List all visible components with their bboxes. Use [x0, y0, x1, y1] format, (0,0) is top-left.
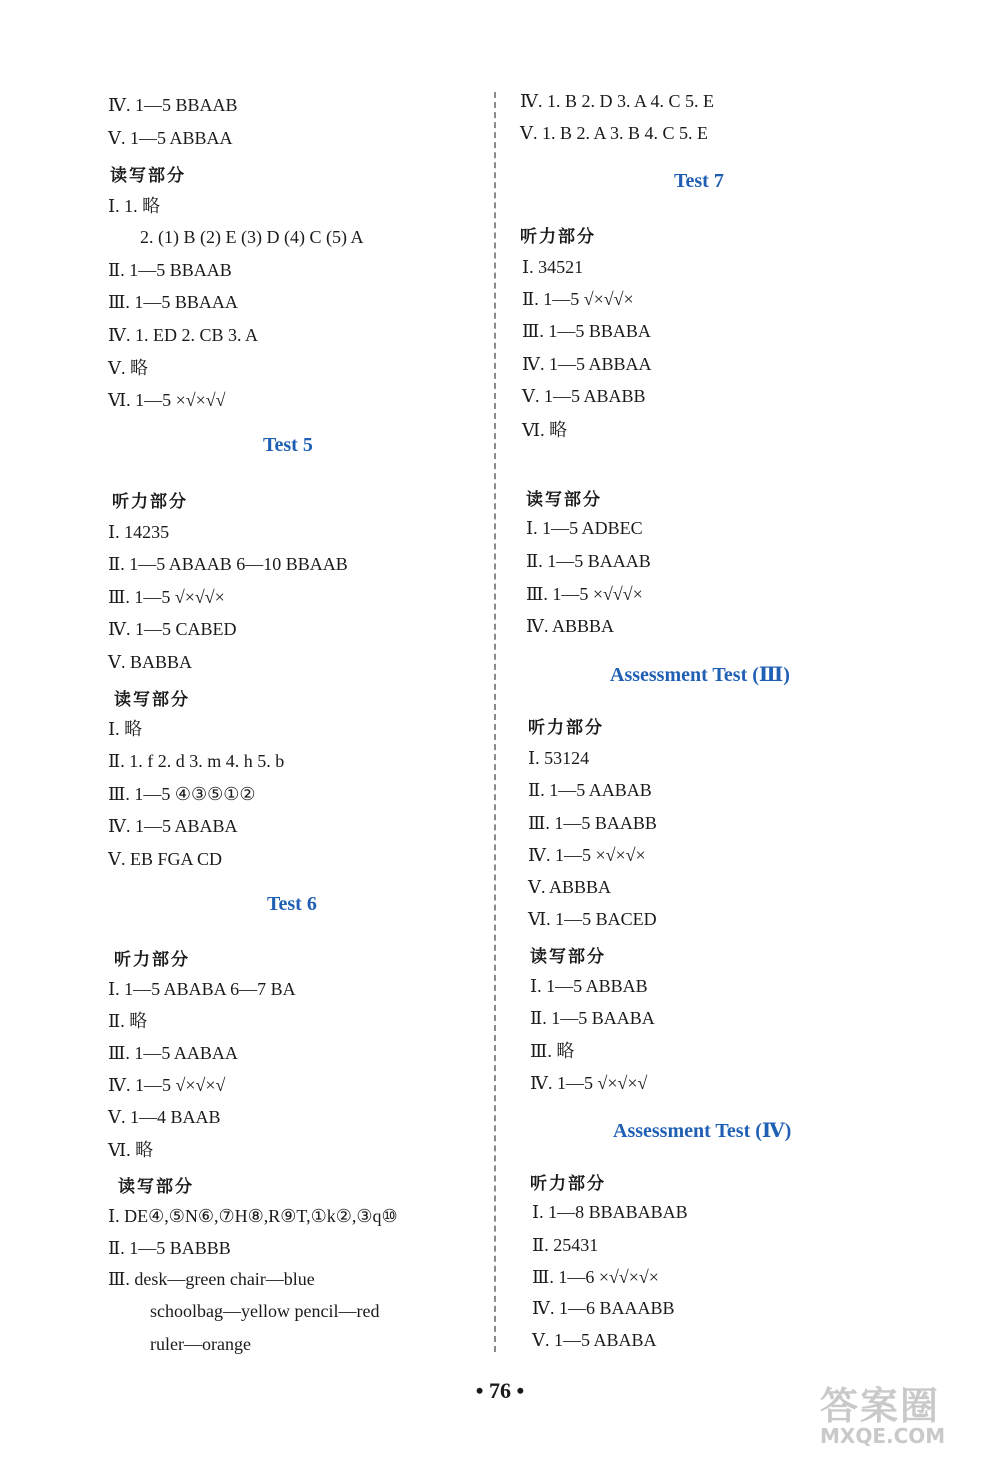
answer-line: Ⅳ. 1. B 2. D 3. A 4. C 5. E [520, 91, 715, 111]
answer-line: Ⅰ. 1—5 ABABA 6—7 BA [108, 979, 296, 999]
answer-line: Ⅲ. 略 [530, 1041, 575, 1061]
answer-line: Ⅱ. 略 [108, 1011, 148, 1031]
answer-line: ruler—orange [150, 1334, 251, 1354]
answer-line: Ⅵ. 1—5 BACED [528, 909, 657, 929]
watermark-logo [820, 1375, 990, 1455]
section-heading: 读写部分 [118, 1177, 194, 1197]
answer-line: Ⅵ. 略 [108, 1140, 154, 1160]
answer-line: Ⅰ. DE④,⑤N⑥,⑦H⑧,R⑨T,①k②,③q⑩ [108, 1206, 398, 1226]
answer-line: Ⅴ. 1—5 ABBAA [108, 128, 233, 148]
answer-line: Ⅵ. 1—5 ×√×√√ [108, 390, 226, 410]
section-heading: 读写部分 [110, 166, 186, 186]
answer-line: Ⅱ. 1—5 BABBB [108, 1238, 231, 1258]
answer-line: Ⅰ. 1—5 ADBEC [526, 518, 643, 538]
column-divider [494, 92, 496, 1352]
section-heading: 听力部分 [114, 950, 190, 970]
answer-line: Ⅲ. 1—6 ×√√×√× [532, 1267, 659, 1287]
section-heading: 听力部分 [112, 492, 188, 512]
answer-line: Ⅳ. ABBBA [526, 616, 615, 636]
answer-line: Ⅲ. 1—5 BBAAA [108, 292, 238, 312]
answer-line: Ⅳ. 1. ED 2. CB 3. A [108, 325, 258, 345]
answer-line: Ⅴ. 1—4 BAAB [108, 1107, 221, 1127]
answer-line: Ⅲ. 1—5 √×√√× [108, 587, 225, 607]
answer-line: Ⅲ. 1—5 BAABB [528, 813, 657, 833]
answer-line: Ⅰ. 34521 [522, 257, 584, 277]
answer-line: Ⅲ. 1—5 ④③⑤①② [108, 784, 256, 804]
answer-line: Ⅲ. 1—5 BBABA [522, 321, 651, 341]
answer-line: Ⅳ. 1—5 CABED [108, 619, 237, 639]
test-title: Test 5 [263, 434, 313, 456]
answer-line: Ⅰ. 53124 [528, 748, 590, 768]
answer-line: Ⅴ. 略 [108, 358, 148, 378]
watermark-site: MXQE.COM [820, 1424, 946, 1448]
answer-line: Ⅳ. 1—5 ×√×√× [528, 845, 646, 865]
answer-line: Ⅳ. 1—5 BBAAB [108, 95, 238, 115]
test-title: Test 7 [674, 170, 724, 192]
answer-line: Ⅲ. 1—5 ×√√√× [526, 584, 643, 604]
answer-line: Ⅴ. EB FGA CD [108, 849, 223, 869]
answer-line: Ⅰ. 1—5 ABBAB [530, 976, 648, 996]
answer-line: Ⅰ. 14235 [108, 522, 170, 542]
answer-line: Ⅳ. 1—5 √×√×√ [530, 1073, 648, 1093]
answer-line: Ⅴ. 1—5 ABABA [532, 1330, 657, 1350]
answer-line: Ⅳ. 1—5 ABABA [108, 816, 238, 836]
answer-line: Ⅰ. 略 [108, 719, 143, 739]
section-heading: 读写部分 [114, 690, 190, 710]
page-number: • 76 • [475, 1378, 525, 1403]
answer-line: Ⅴ. BABBA [108, 652, 193, 672]
answer-line: Ⅱ. 1—5 BAABA [530, 1008, 655, 1028]
answer-line: Ⅵ. 略 [522, 420, 568, 440]
section-heading: 听力部分 [530, 1174, 606, 1194]
watermark-text: 答案圈 [820, 1384, 941, 1428]
answer-line: 2. (1) B (2) E (3) D (4) C (5) A [140, 227, 364, 247]
answer-line: Ⅳ. 1—5 ABBAA [522, 354, 652, 374]
section-heading: 听力部分 [520, 227, 596, 247]
test-title: Assessment Test (Ⅲ) [610, 664, 790, 686]
answer-line: Ⅱ. 1—5 √×√√× [522, 289, 634, 309]
answer-line: Ⅱ. 1—5 BAAAB [526, 551, 651, 571]
answer-line: Ⅱ. 1—5 AABAB [528, 780, 652, 800]
section-heading: 读写部分 [526, 490, 602, 510]
answer-line: Ⅴ. ABBBA [528, 877, 612, 897]
test-title: Assessment Test (Ⅳ) [613, 1120, 792, 1142]
answer-line: Ⅱ. 1. f 2. d 3. m 4. h 5. b [108, 751, 285, 771]
answer-line: Ⅲ. desk—green chair—blue [108, 1269, 315, 1289]
answer-line: Ⅳ. 1—5 √×√×√ [108, 1075, 226, 1095]
answer-line: Ⅱ. 25431 [532, 1235, 599, 1255]
answer-line: Ⅱ. 1—5 BBAAB [108, 260, 232, 280]
answer-line: Ⅲ. 1—5 AABAA [108, 1043, 238, 1063]
answer-line: Ⅱ. 1—5 ABAAB 6—10 BBAAB [108, 554, 348, 574]
answer-line: Ⅴ. 1. B 2. A 3. B 4. C 5. E [520, 123, 709, 143]
section-heading: 听力部分 [528, 718, 604, 738]
test-title: Test 6 [267, 893, 317, 915]
answer-line: Ⅰ. 1—8 BBABABAB [532, 1202, 688, 1222]
answer-line: Ⅳ. 1—6 BAAABB [532, 1298, 675, 1318]
answer-line: schoolbag—yellow pencil—red [150, 1301, 380, 1321]
answer-line: Ⅰ. 1. 略 [108, 196, 161, 216]
answer-line: Ⅴ. 1—5 ABABB [522, 386, 646, 406]
section-heading: 读写部分 [530, 947, 606, 967]
